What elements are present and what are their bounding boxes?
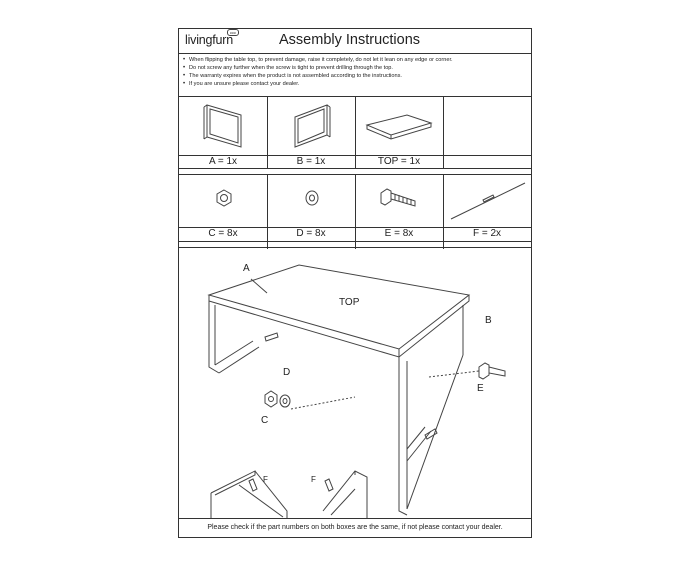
part-label-c: C = 8x (208, 228, 238, 239)
label-top: TOP (339, 297, 360, 308)
part-label-top: TOP = 1x (377, 156, 421, 167)
note-item: • Do not screw any further when the screw is tight to prevent drilling through the top. (183, 64, 529, 72)
brand-logo: livingfurn (185, 33, 234, 47)
label-d: D (283, 367, 291, 378)
header (179, 29, 531, 53)
note-item: • The warranty expires when the product is not assembled according to the instructions. (183, 72, 529, 80)
washer-icon (303, 189, 321, 207)
divider (179, 241, 531, 242)
connector-rod-icon (447, 179, 529, 223)
part-label-b: B = 1x (296, 156, 326, 167)
frame-a-icon (201, 103, 245, 149)
note-item: • If you are unsure please contact your dealer. (183, 80, 529, 88)
footer-note: Please check if the part numbers on both boxes are the same, if not please contact your dealer. (207, 524, 503, 531)
bolt-icon (379, 187, 419, 211)
part-label-a: A = 1x (208, 156, 238, 167)
divider (443, 96, 444, 168)
label-a: A (243, 263, 250, 274)
instruction-sheet (178, 28, 532, 538)
divider (179, 247, 531, 248)
note-item: • When flipping the table top, to prevent damage, raise it completely, do not let it lean on any edge or corner. (183, 56, 529, 64)
table-top-icon (363, 111, 435, 143)
part-label-e: E = 8x (384, 228, 414, 239)
label-b: B (485, 315, 492, 326)
frame-b-icon (289, 103, 333, 149)
label-f-right: F (311, 475, 316, 484)
part-label-d: D = 8x (296, 228, 326, 239)
logo-badge: ccc (227, 29, 239, 36)
divider (179, 53, 531, 54)
notes-list (183, 56, 529, 88)
page-title: Assembly Instructions (279, 32, 421, 48)
label-e: E (477, 383, 484, 394)
nut-icon (215, 189, 233, 207)
divider (179, 174, 531, 175)
label-c: C (261, 415, 269, 426)
assembly-diagram (179, 249, 533, 519)
divider (179, 168, 531, 169)
label-f-left: F (263, 475, 268, 484)
part-label-f: F = 2x (472, 228, 502, 239)
